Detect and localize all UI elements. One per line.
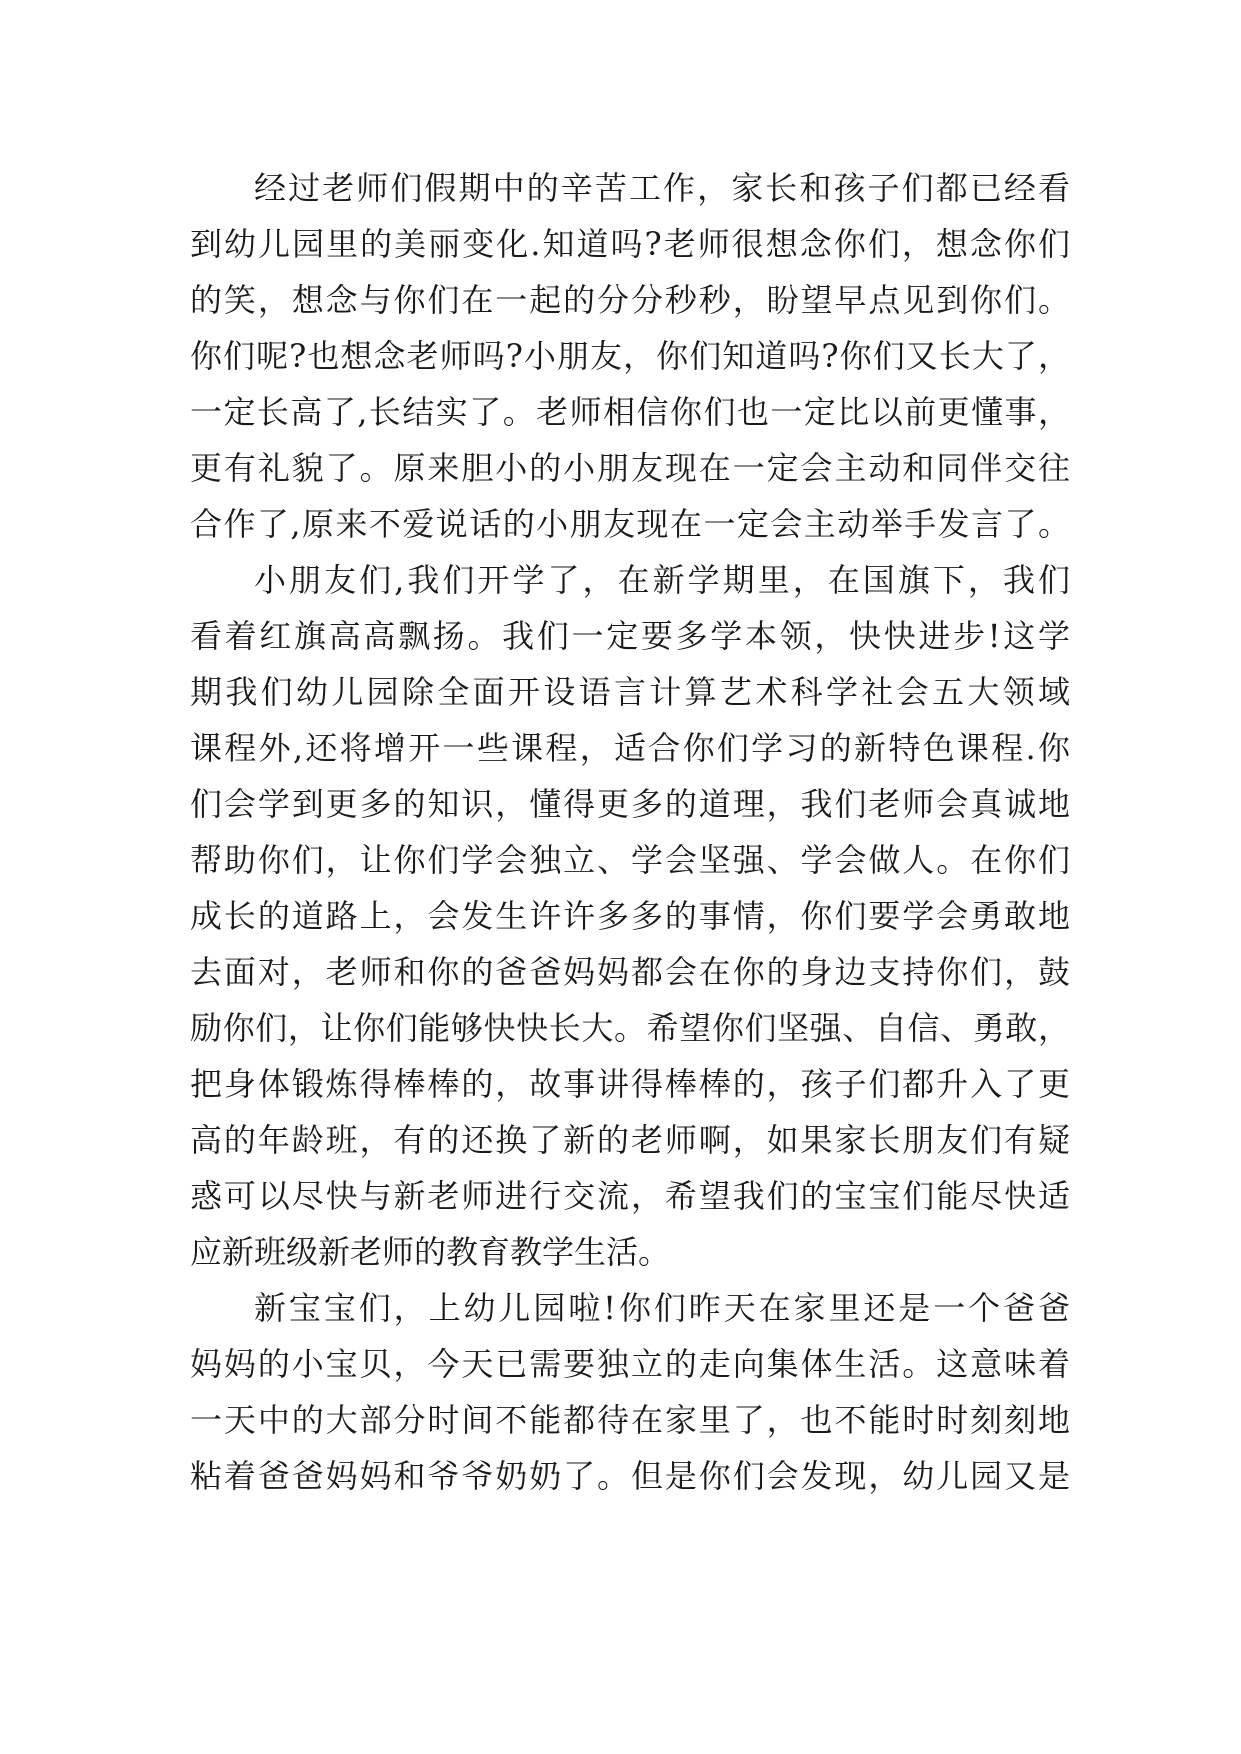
paragraph-line: 成长的道路上，会发生许许多多的事情，你们要学会勇敢地: [190, 897, 1070, 935]
paragraph-line: 期我们幼儿园除全面开设语言计算艺术科学社会五大领域: [190, 673, 1070, 711]
paragraph-line: 小朋友们,我们开学了，在新学期里，在国旗下，我们: [254, 561, 1070, 599]
paragraph-1: [190, 160, 1070, 552]
paragraph-line: 课程外,还将增开一些课程，适合你们学习的新特色课程.你: [190, 729, 1070, 767]
paragraph-line: 粘着爸爸妈妈和爷爷奶奶了。但是你们会发现，幼儿园又是: [190, 1457, 1070, 1495]
paragraph-line: 们会学到更多的知识，懂得更多的道理，我们老师会真诚地: [190, 785, 1070, 823]
paragraph-line: 把身体锻炼得棒棒的，故事讲得棒棒的，孩子们都升入了更: [190, 1065, 1070, 1103]
document-body: [190, 160, 1070, 1504]
paragraph-line: 到幼儿园里的美丽变化.知道吗?老师很想念你们，想念你们: [190, 225, 1070, 263]
paragraph-line: 看着红旗高高飘扬。我们一定要多学本领，快快进步!这学: [190, 617, 1070, 655]
paragraph-3: [190, 1280, 1070, 1504]
paragraph-2: [190, 552, 1070, 1280]
paragraph-line: 去面对，老师和你的爸爸妈妈都会在你的身边支持你们，鼓: [190, 953, 1070, 991]
paragraph-line: 更有礼貌了。原来胆小的小朋友现在一定会主动和同伴交往: [190, 449, 1070, 487]
paragraph-line: 高的年龄班，有的还换了新的老师啊，如果家长朋友们有疑: [190, 1121, 1070, 1159]
paragraph-line: 你们呢?也想念老师吗?小朋友，你们知道吗?你们又长大了，: [190, 337, 1070, 375]
paragraph-line: 新宝宝们，上幼儿园啦!你们昨天在家里还是一个爸爸: [254, 1289, 1070, 1327]
paragraph-line: 的笑，想念与你们在一起的分分秒秒，盼望早点见到你们。: [190, 281, 1070, 319]
paragraph-line: 惑可以尽快与新老师进行交流，希望我们的宝宝们能尽快适: [190, 1177, 1070, 1215]
paragraph-line: 一天中的大部分时间不能都待在家里了，也不能时时刻刻地: [190, 1401, 1070, 1439]
paragraph-line: 励你们，让你们能够快快长大。希望你们坚强、自信、勇敢，: [190, 1009, 1070, 1047]
paragraph-line: 帮助你们，让你们学会独立、学会坚强、学会做人。在你们: [190, 841, 1070, 879]
paragraph-line: 经过老师们假期中的辛苦工作，家长和孩子们都已经看: [254, 169, 1070, 207]
paragraph-line: 一定长高了,长结实了。老师相信你们也一定比以前更懂事，: [190, 393, 1070, 431]
paragraph-line: 合作了,原来不爱说话的小朋友现在一定会主动举手发言了。: [190, 505, 1070, 543]
paragraph-line: 妈妈的小宝贝，今天已需要独立的走向集体生活。这意味着: [190, 1345, 1070, 1383]
paragraph-line: 应新班级新老师的教育教学生活。: [190, 1233, 671, 1271]
